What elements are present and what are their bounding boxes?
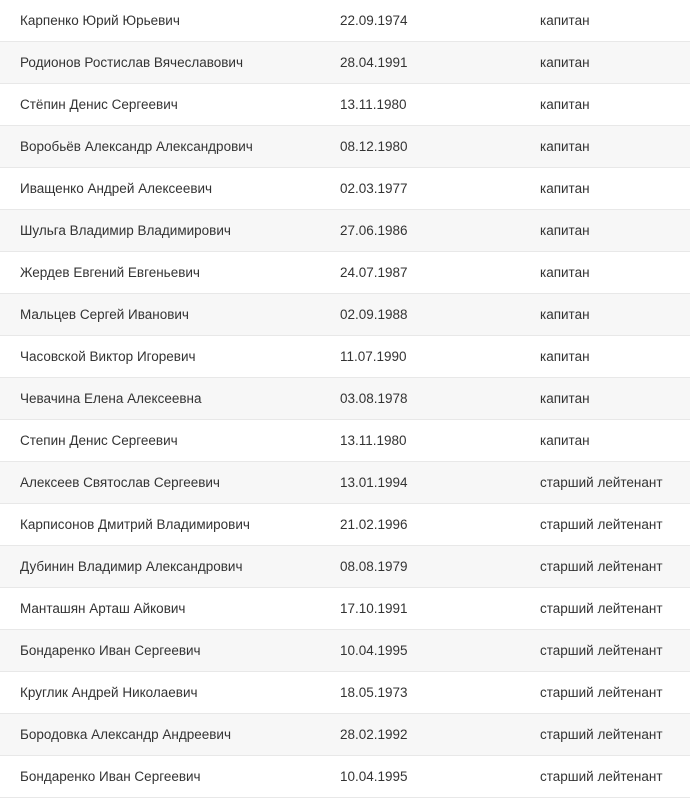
cell-rank: капитан: [520, 84, 690, 126]
table-row: [0, 546, 690, 588]
table-row: [0, 630, 690, 672]
cell-birth-date: 24.07.1987: [320, 252, 520, 294]
cell-rank: старший лейтенант: [520, 546, 690, 588]
cell-name: Родионов Ростислав Вячеславович: [0, 42, 320, 84]
cell-name: Шульга Владимир Владимирович: [0, 210, 320, 252]
table-row: [0, 168, 690, 210]
table-row: [0, 336, 690, 378]
table-row: [0, 588, 690, 630]
cell-birth-date: 22.09.1974: [320, 0, 520, 42]
table-row: [0, 420, 690, 462]
cell-name: Бондаренко Иван Сергеевич: [0, 630, 320, 672]
cell-rank: старший лейтенант: [520, 630, 690, 672]
cell-rank: старший лейтенант: [520, 756, 690, 798]
cell-name: Стёпин Денис Сергеевич: [0, 84, 320, 126]
table-row: [0, 756, 690, 798]
table-row: [0, 42, 690, 84]
cell-rank: капитан: [520, 210, 690, 252]
cell-rank: капитан: [520, 294, 690, 336]
cell-birth-date: 21.02.1996: [320, 504, 520, 546]
cell-birth-date: 13.11.1980: [320, 84, 520, 126]
table-row: [0, 714, 690, 756]
cell-rank: капитан: [520, 42, 690, 84]
cell-birth-date: 08.08.1979: [320, 546, 520, 588]
cell-rank: старший лейтенант: [520, 462, 690, 504]
cell-name: Карписонов Дмитрий Владимирович: [0, 504, 320, 546]
table-row: [0, 462, 690, 504]
cell-name: Чевачина Елена Алексеевна: [0, 378, 320, 420]
cell-birth-date: 13.11.1980: [320, 420, 520, 462]
cell-birth-date: 28.02.1992: [320, 714, 520, 756]
cell-name: Часовской Виктор Игоревич: [0, 336, 320, 378]
cell-rank: старший лейтенант: [520, 588, 690, 630]
cell-name: Манташян Арташ Айкович: [0, 588, 320, 630]
cell-rank: старший лейтенант: [520, 672, 690, 714]
table-row: [0, 84, 690, 126]
cell-birth-date: 10.04.1995: [320, 630, 520, 672]
cell-name: Воробьёв Александр Александрович: [0, 126, 320, 168]
cell-name: Дубинин Владимир Александрович: [0, 546, 320, 588]
cell-name: Круглик Андрей Николаевич: [0, 672, 320, 714]
cell-birth-date: 03.08.1978: [320, 378, 520, 420]
cell-name: Карпенко Юрий Юрьевич: [0, 0, 320, 42]
table-row: [0, 504, 690, 546]
table-row: [0, 126, 690, 168]
cell-rank: капитан: [520, 168, 690, 210]
cell-rank: капитан: [520, 420, 690, 462]
cell-birth-date: 08.12.1980: [320, 126, 520, 168]
cell-birth-date: 10.04.1995: [320, 756, 520, 798]
table-row: [0, 672, 690, 714]
table-row: [0, 378, 690, 420]
cell-birth-date: 13.01.1994: [320, 462, 520, 504]
cell-birth-date: 28.04.1991: [320, 42, 520, 84]
table-row: [0, 252, 690, 294]
cell-name: Степин Денис Сергеевич: [0, 420, 320, 462]
table-row: [0, 0, 690, 42]
cell-rank: капитан: [520, 0, 690, 42]
cell-birth-date: 17.10.1991: [320, 588, 520, 630]
cell-name: Алексеев Святослав Сергеевич: [0, 462, 320, 504]
table-row: [0, 210, 690, 252]
cell-birth-date: 02.03.1977: [320, 168, 520, 210]
cell-name: Иващенко Андрей Алексеевич: [0, 168, 320, 210]
cell-birth-date: 18.05.1973: [320, 672, 520, 714]
cell-name: Жердев Евгений Евгеньевич: [0, 252, 320, 294]
cell-birth-date: 27.06.1986: [320, 210, 520, 252]
cell-rank: капитан: [520, 126, 690, 168]
cell-rank: капитан: [520, 252, 690, 294]
table-row: [0, 294, 690, 336]
cell-birth-date: 11.07.1990: [320, 336, 520, 378]
cell-rank: капитан: [520, 378, 690, 420]
cell-name: Бондаренко Иван Сергеевич: [0, 756, 320, 798]
cell-rank: старший лейтенант: [520, 714, 690, 756]
cell-rank: капитан: [520, 336, 690, 378]
cell-name: Бородовка Александр Андреевич: [0, 714, 320, 756]
cell-name: Мальцев Сергей Иванович: [0, 294, 320, 336]
cell-birth-date: 02.09.1988: [320, 294, 520, 336]
cell-rank: старший лейтенант: [520, 504, 690, 546]
